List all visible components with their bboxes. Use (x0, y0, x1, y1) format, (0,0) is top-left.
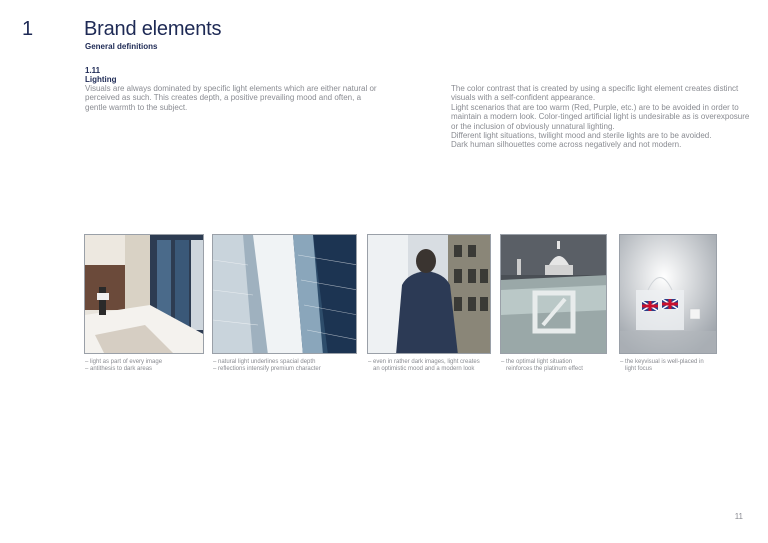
photo-caption: – light as part of every image – antithesis to dark areas (85, 359, 163, 373)
photo-caption: – natural light underlines spacial depth – reflections intensify premium character (213, 359, 321, 373)
section-number: 1.11 (85, 66, 101, 75)
intro-paragraph (85, 84, 385, 112)
photo-caption: – the optimal light situation reinforces the platinum effect (501, 359, 583, 373)
photo-skyscrapers (212, 234, 357, 354)
guidelines-paragraphs (451, 84, 751, 150)
photo-logo-sculpture (500, 234, 607, 354)
photo-flags-keyvisual (619, 234, 717, 354)
page-title: Brand elements (84, 18, 222, 40)
section-title: Lighting (85, 75, 117, 84)
paragraph: Dark human silhouettes come across negatively and not modern. (451, 140, 682, 150)
page-number: 11 (734, 512, 743, 521)
paragraph: Visuals are always dominated by specific light elements which are either natural or perceived as such. This creates depth, a positive prevailing mood and often, a gentle warmth to the subject. (85, 84, 377, 112)
photo-businessman (367, 234, 491, 354)
photo-interior-office (84, 234, 204, 354)
chapter-number: 1 (22, 18, 34, 40)
paragraph: The color contrast that is created by using a specific light element creates distinct visuals with a self-confident appearance. (451, 84, 739, 103)
page-subtitle: General definitions (85, 42, 158, 51)
paragraph: Different light situations, twilight mood and sterile lights are to be avoided. (451, 131, 712, 141)
paragraph: Light scenarios that are too warm (Red, Purple, etc.) are to be avoided in order to maintain a modern look. Color-tinged artificial light is undesirable as is overexposure or the inclusion of obviously unnatural lighting. (451, 102, 750, 131)
photo-caption: – even in rather dark images, light creates an optimistic mood and a modern look (368, 359, 480, 373)
photo-caption: – the keyvisual is well-placed in light focus (620, 359, 704, 373)
